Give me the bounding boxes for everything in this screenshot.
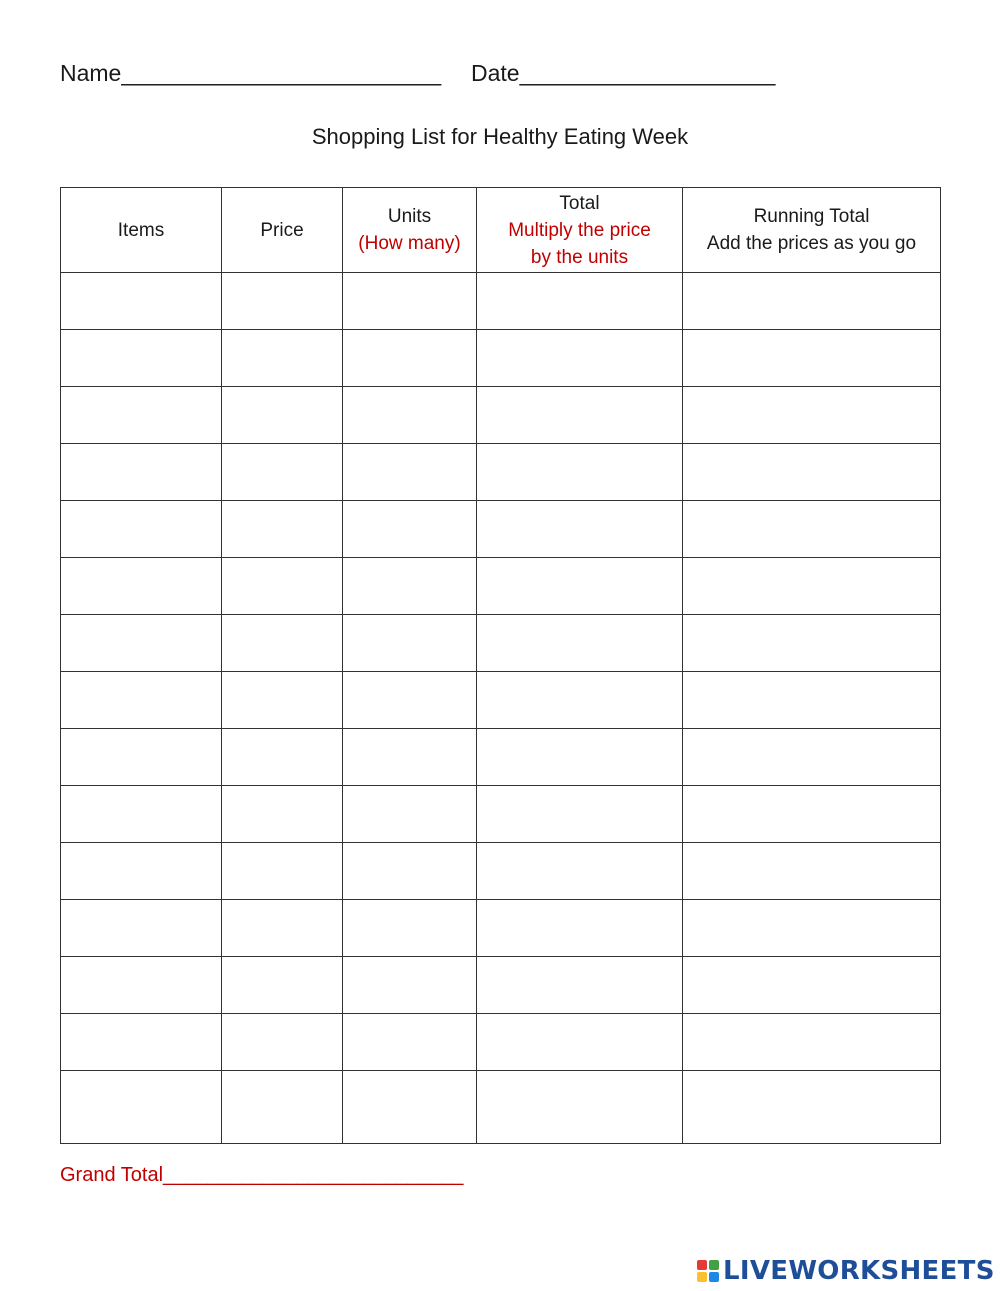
item-cell[interactable]	[61, 900, 222, 957]
total-cell[interactable]	[477, 273, 683, 330]
total-cell[interactable]	[477, 615, 683, 672]
column-header-price-label: Price	[260, 219, 304, 241]
total-cell[interactable]	[477, 1014, 683, 1071]
table-row	[61, 1014, 941, 1071]
units-cell[interactable]	[343, 1014, 477, 1071]
column-header-units-label: Units	[387, 206, 432, 227]
logo-text: LIVEWORKSHEETS	[723, 1256, 995, 1286]
units-cell[interactable]	[343, 843, 477, 900]
table-body	[61, 273, 941, 1144]
item-cell[interactable]	[61, 729, 222, 786]
price-cell[interactable]	[222, 387, 343, 444]
table-row	[61, 900, 941, 957]
price-cell[interactable]	[222, 729, 343, 786]
running-total-cell[interactable]	[683, 672, 941, 729]
column-header-running-total-hint: Add the prices as you go	[706, 233, 917, 254]
column-header-total	[477, 188, 683, 273]
column-header-units-hint: (How many)	[358, 233, 461, 254]
running-total-cell[interactable]	[683, 729, 941, 786]
price-cell[interactable]	[222, 900, 343, 957]
item-cell[interactable]	[61, 501, 222, 558]
units-cell[interactable]	[343, 957, 477, 1014]
running-total-cell[interactable]	[683, 444, 941, 501]
item-cell[interactable]	[61, 1071, 222, 1144]
running-total-cell[interactable]	[683, 900, 941, 957]
price-cell[interactable]	[222, 1014, 343, 1071]
units-cell[interactable]	[343, 387, 477, 444]
units-cell[interactable]	[343, 330, 477, 387]
liveworksheets-logo-icon	[697, 1260, 719, 1282]
price-cell[interactable]	[222, 843, 343, 900]
total-cell[interactable]	[477, 387, 683, 444]
total-cell[interactable]	[477, 900, 683, 957]
grand-total-field[interactable]: Grand Total___________________________	[60, 1164, 464, 1186]
table-row	[61, 729, 941, 786]
table-row	[61, 957, 941, 1014]
units-cell[interactable]	[343, 900, 477, 957]
item-cell[interactable]	[61, 786, 222, 843]
running-total-cell[interactable]	[683, 957, 941, 1014]
total-cell[interactable]	[477, 843, 683, 900]
table-row	[61, 672, 941, 729]
total-cell[interactable]	[477, 672, 683, 729]
item-cell[interactable]	[61, 957, 222, 1014]
logo-square-red	[697, 1260, 707, 1270]
units-cell[interactable]	[343, 729, 477, 786]
table-row	[61, 444, 941, 501]
column-header-items-label: Items	[117, 219, 165, 241]
total-cell[interactable]	[477, 444, 683, 501]
units-cell[interactable]	[343, 273, 477, 330]
item-cell[interactable]	[61, 558, 222, 615]
item-cell[interactable]	[61, 444, 222, 501]
units-cell[interactable]	[343, 1071, 477, 1144]
table-row	[61, 558, 941, 615]
running-total-cell[interactable]	[683, 786, 941, 843]
price-cell[interactable]	[222, 273, 343, 330]
running-total-cell[interactable]	[683, 1071, 941, 1144]
column-header-price	[222, 188, 343, 273]
price-cell[interactable]	[222, 330, 343, 387]
price-cell[interactable]	[222, 786, 343, 843]
table-row	[61, 330, 941, 387]
units-cell[interactable]	[343, 444, 477, 501]
logo-square-blue	[709, 1272, 719, 1282]
total-cell[interactable]	[477, 957, 683, 1014]
total-cell[interactable]	[477, 558, 683, 615]
column-header-units	[343, 188, 477, 273]
total-cell[interactable]	[477, 1071, 683, 1144]
item-cell[interactable]	[61, 615, 222, 672]
price-cell[interactable]	[222, 558, 343, 615]
units-cell[interactable]	[343, 501, 477, 558]
price-cell[interactable]	[222, 444, 343, 501]
date-field[interactable]: Date____________________	[471, 60, 776, 86]
column-header-running-total	[683, 188, 941, 273]
running-total-cell[interactable]	[683, 615, 941, 672]
item-cell[interactable]	[61, 273, 222, 330]
running-total-cell[interactable]	[683, 1014, 941, 1071]
total-cell[interactable]	[477, 330, 683, 387]
running-total-cell[interactable]	[683, 843, 941, 900]
item-cell[interactable]	[61, 387, 222, 444]
total-cell[interactable]	[477, 501, 683, 558]
column-header-total-hint-1: Multiply the price	[508, 219, 651, 241]
units-cell[interactable]	[343, 672, 477, 729]
table-row	[61, 1071, 941, 1144]
column-header-total-label: Total	[559, 192, 600, 214]
table-row	[61, 843, 941, 900]
total-cell[interactable]	[477, 786, 683, 843]
total-cell[interactable]	[477, 729, 683, 786]
units-cell[interactable]	[343, 558, 477, 615]
running-total-cell[interactable]	[683, 273, 941, 330]
liveworksheets-logo	[697, 1256, 995, 1286]
price-cell[interactable]	[222, 1071, 343, 1144]
table-row	[61, 273, 941, 330]
column-header-running-total-label: Running Total	[753, 206, 870, 227]
item-cell[interactable]	[61, 330, 222, 387]
price-cell[interactable]	[222, 501, 343, 558]
shopping-list-table	[60, 187, 941, 1144]
table-row	[61, 501, 941, 558]
units-cell[interactable]	[343, 786, 477, 843]
price-cell[interactable]	[222, 672, 343, 729]
table-row	[61, 387, 941, 444]
item-cell[interactable]	[61, 1014, 222, 1071]
running-total-cell[interactable]	[683, 387, 941, 444]
running-total-cell[interactable]	[683, 501, 941, 558]
name-field[interactable]: Name_________________________	[60, 60, 442, 86]
item-cell[interactable]	[61, 843, 222, 900]
price-cell[interactable]	[222, 615, 343, 672]
table-row	[61, 615, 941, 672]
price-cell[interactable]	[222, 957, 343, 1014]
column-header-items	[61, 188, 222, 273]
units-cell[interactable]	[343, 615, 477, 672]
logo-square-green	[709, 1260, 719, 1270]
item-cell[interactable]	[61, 672, 222, 729]
table-row	[61, 786, 941, 843]
table-header-row	[61, 188, 941, 273]
running-total-cell[interactable]	[683, 558, 941, 615]
page-title: Shopping List for Healthy Eating Week	[311, 124, 689, 149]
column-header-total-hint-2: by the units	[530, 246, 629, 268]
running-total-cell[interactable]	[683, 330, 941, 387]
logo-square-yellow	[697, 1272, 707, 1282]
